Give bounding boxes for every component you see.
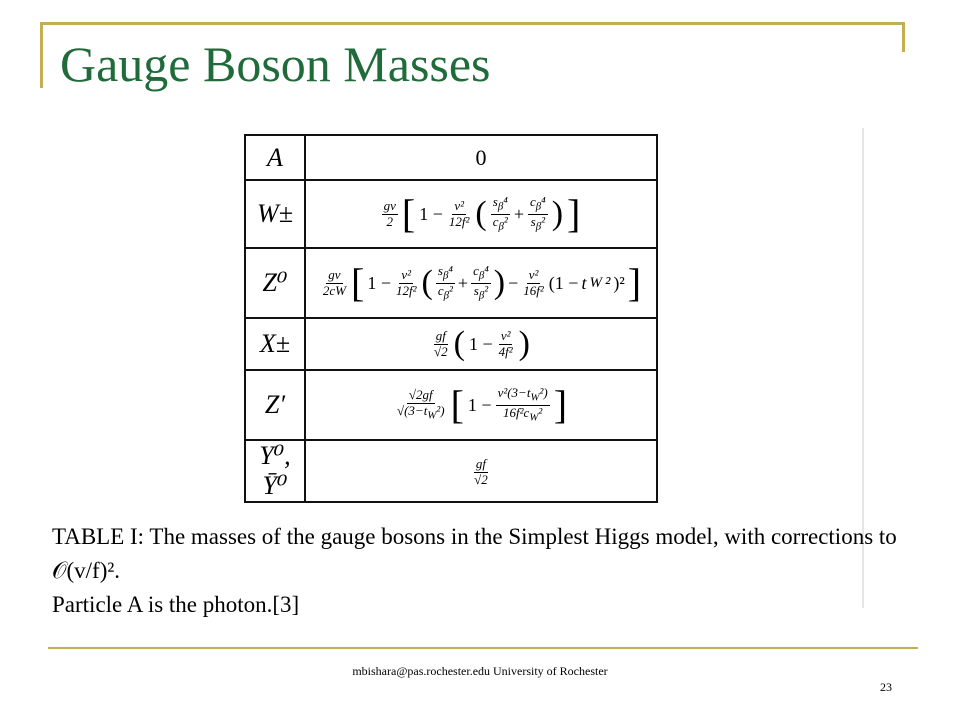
caption-line-2: Particle A is the photon.[3] xyxy=(52,592,300,617)
gauge-boson-mass-table xyxy=(244,134,658,503)
frame-right-line xyxy=(902,22,905,52)
row-mass xyxy=(305,180,657,248)
row-mass xyxy=(305,135,657,180)
mass-zero: 0 xyxy=(475,144,487,170)
caption-line-1: TABLE I: The masses of the gauge bosons in the Simplest Higgs model, with corrections to 𝒪(v/f)². xyxy=(52,524,897,583)
slide-footer: mbishara@pas.rochester.edu University of Rochester xyxy=(352,664,608,678)
mass-formula-y: $\frac{gf}{√2}$ xyxy=(474,455,488,487)
mass-formula-zprime: $\frac{√2gf}{√(3-t_W^2)}$ [ 1 − $\frac{v^2(3-t_W^2)}{16f^2c_W^2}$ ] xyxy=(396,382,568,427)
footer-divider xyxy=(48,647,918,649)
table-row xyxy=(245,370,657,440)
mass-formula-x: $\frac{gf}{√2}$ ( 1 − $\frac{\text{v²}}{\text{4f²}}$ ) xyxy=(434,325,530,363)
table-row xyxy=(245,248,657,318)
table-row xyxy=(245,440,657,502)
row-mass xyxy=(305,370,657,440)
row-mass xyxy=(305,440,657,502)
row-mass xyxy=(305,318,657,370)
mass-formula-z0: $\frac{gv}{2cW}$ [ 1 − $\frac{\text{v²}}{\text{12f²}}$ ( $\frac{s_\beta^4}{c_\beta^2}$ + $\frac{c_\beta^4}{s_\beta^2}$ ) − $\frac{\text{v²}}{\text{16f²}}$ (1 − t W ² )² ] xyxy=(322,260,642,305)
table-row xyxy=(245,180,657,248)
table-row xyxy=(245,135,657,180)
mass-formula-w: $\frac{gv}{2}$ [ 1 − $\frac{\text{v²}}{\text{12f²}}$ ( $\frac{s_\beta^4}{c_\beta^2}$ + $\frac{c_\beta^4}{s_\beta^2}$ ) ] xyxy=(383,191,581,236)
row-symbol: W± xyxy=(245,180,305,248)
row-symbol: X± xyxy=(245,318,305,370)
slide-title: Gauge Boson Masses xyxy=(60,36,491,92)
row-mass xyxy=(305,248,657,318)
table-caption xyxy=(52,520,960,622)
row-symbol: Y⁰, Ȳ⁰ xyxy=(245,440,305,502)
page-number: 23 xyxy=(880,680,892,694)
row-symbol: Z′ xyxy=(245,370,305,440)
row-symbol: Z⁰ xyxy=(245,248,305,318)
frame-top-line xyxy=(40,22,905,25)
row-symbol: A xyxy=(245,135,305,180)
table-row xyxy=(245,318,657,370)
frame-left-line xyxy=(40,22,43,88)
